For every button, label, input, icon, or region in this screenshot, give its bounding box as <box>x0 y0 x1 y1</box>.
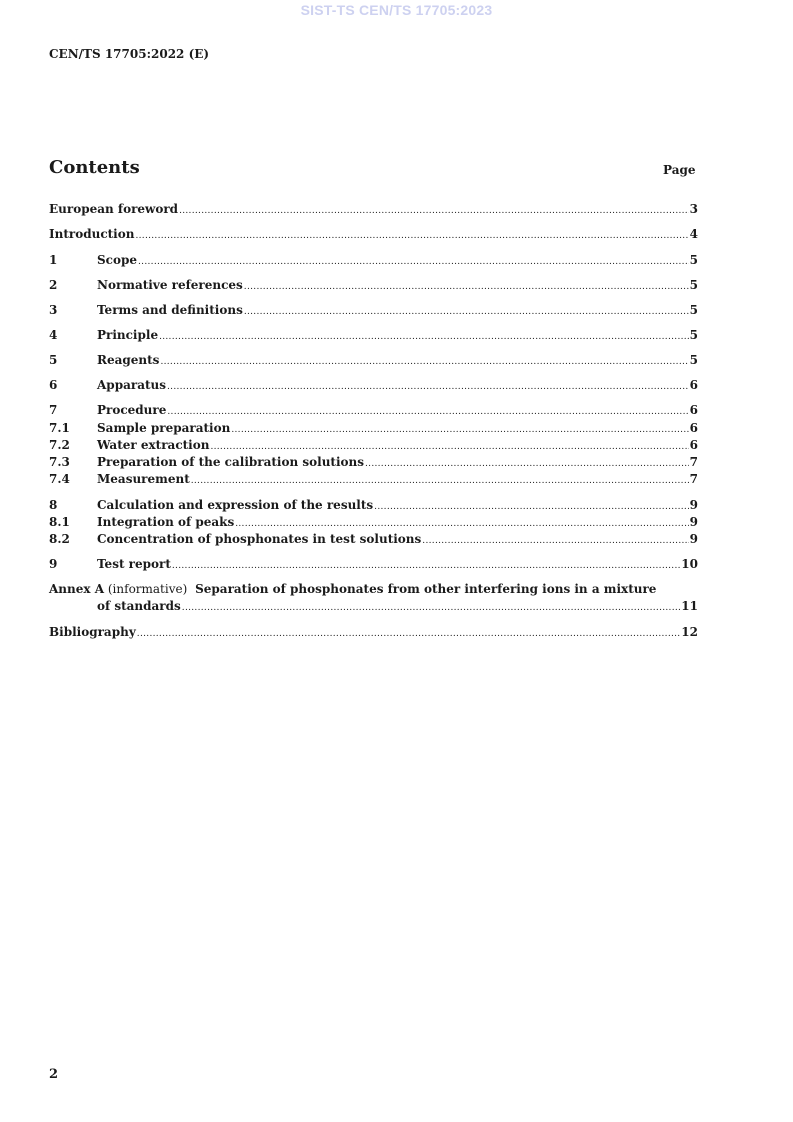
toc-entry-title: Procedure <box>97 403 167 417</box>
toc-entry-page: 7 <box>689 455 698 469</box>
toc-entry-bibliography[interactable] <box>49 624 698 641</box>
toc-leader-dots <box>191 473 689 490</box>
toc-entry-page: 5 <box>689 303 698 317</box>
toc-entry-european-foreword[interactable] <box>49 201 698 218</box>
toc-entry-number: 7.4 <box>49 472 70 486</box>
toc-entry-page: 6 <box>689 378 698 392</box>
toc-entry-sample-preparation[interactable] <box>49 420 698 437</box>
toc-entry-page: 5 <box>689 253 698 267</box>
toc-entry-page: 5 <box>689 353 698 367</box>
toc-entry-number: 6 <box>49 378 58 392</box>
toc-entry-number: 8.1 <box>49 515 70 529</box>
toc-entry-number: 7.3 <box>49 455 70 469</box>
toc-entry-number: 7.2 <box>49 438 70 452</box>
toc-entry-title: Reagents <box>97 353 160 367</box>
toc-entry-number: 9 <box>49 557 58 571</box>
toc-entry-page: 9 <box>689 498 698 512</box>
toc-entry-apparatus[interactable] <box>49 377 698 394</box>
toc-entry-principle[interactable] <box>49 327 698 344</box>
toc-entry-terms-and-definitions[interactable] <box>49 302 698 319</box>
toc-entry-title: Apparatus <box>97 378 166 392</box>
watermark: SIST-TS CEN/TS 17705:2023 <box>300 2 493 18</box>
toc-entry-reagents[interactable] <box>49 352 698 369</box>
toc-entry-page: 3 <box>689 202 698 216</box>
toc-leader-dots <box>160 354 688 371</box>
toc-leader-dots <box>244 279 689 296</box>
toc-leader-dots <box>135 228 688 245</box>
toc-leader-dots <box>137 626 681 643</box>
toc-entry-normative-references[interactable] <box>49 277 698 294</box>
toc-leader-dots <box>167 404 688 421</box>
toc-entry-integration-of-peaks[interactable] <box>49 514 698 531</box>
toc-leader-dots <box>138 254 689 271</box>
toc-entry-title: Introduction <box>49 227 135 241</box>
annex-type: (informative) <box>107 582 188 596</box>
toc-entry-title: Normative references <box>97 278 243 292</box>
toc-entry-title: Preparation of the calibration solutions <box>97 455 364 469</box>
toc-entry-annex-a-continued[interactable] <box>49 598 698 615</box>
toc-entry-calculation-results[interactable] <box>49 497 698 514</box>
footer-page-number: 2 <box>49 1067 59 1082</box>
toc-leader-dots <box>179 203 689 220</box>
annex-title-continued: of standards <box>97 599 181 613</box>
toc-entry-page: 6 <box>689 403 698 417</box>
toc-entry-page: 4 <box>689 227 698 241</box>
toc-leader-dots <box>182 600 681 617</box>
toc-entry-test-report[interactable] <box>49 556 698 573</box>
toc-entry-title: Sample preparation <box>97 421 231 435</box>
toc-entry-page: 5 <box>689 328 698 342</box>
toc-entry-page: 6 <box>689 421 698 435</box>
toc-entry-number: 3 <box>49 303 58 317</box>
toc-entry-title: Principle <box>97 328 159 342</box>
toc-entry-number: 7 <box>49 403 58 417</box>
toc-entry-number: 7.1 <box>49 421 70 435</box>
toc-entry-title: Measurement <box>97 472 190 486</box>
toc-entry-number: 8.2 <box>49 532 70 546</box>
toc-entry-number: 4 <box>49 328 58 342</box>
toc-entry-title: Calculation and expression of the results <box>97 498 374 512</box>
toc-entry-annex-a[interactable] <box>49 581 698 598</box>
toc-entry-introduction[interactable] <box>49 226 698 243</box>
toc-entry-title: Terms and definitions <box>97 303 243 317</box>
toc-entry-page: 7 <box>689 472 698 486</box>
toc-entry-page: 9 <box>689 515 698 529</box>
toc-entry-page: 12 <box>681 625 698 639</box>
toc-leader-dots <box>244 304 689 321</box>
toc-leader-dots <box>422 533 688 550</box>
toc-entry-title: Bibliography <box>49 625 136 639</box>
toc-entry-procedure[interactable] <box>49 402 698 419</box>
toc-entry-page: 6 <box>689 438 698 452</box>
toc-entry-title: Concentration of phosphonates in test solutions <box>97 532 422 546</box>
document-id: CEN/TS 17705:2022 (E) <box>49 47 210 61</box>
toc-entry-calibration-solutions[interactable] <box>49 454 698 471</box>
toc-entry-number: 5 <box>49 353 58 367</box>
toc-entry-scope[interactable] <box>49 252 698 269</box>
annex-label: Annex A <box>49 582 105 596</box>
toc-entry-number: 8 <box>49 498 58 512</box>
toc-entry-water-extraction[interactable] <box>49 437 698 454</box>
toc-leader-dots <box>159 329 689 346</box>
toc-entry-title: Integration of peaks <box>97 515 235 529</box>
toc-entry-title: European foreword <box>49 202 179 216</box>
toc-entry-title: Test report <box>97 557 171 571</box>
toc-entry-number: 1 <box>49 253 58 267</box>
toc-entry-concentration-phosphonates[interactable] <box>49 531 698 548</box>
toc-entry-number: 2 <box>49 278 58 292</box>
contents-heading: Contents <box>49 157 140 178</box>
toc-leader-dots <box>167 379 689 396</box>
toc-entry-page: 11 <box>681 599 698 613</box>
toc-entry-page: 10 <box>681 557 698 571</box>
toc-entry-page: 9 <box>689 532 698 546</box>
toc-entry-title: Water extraction <box>97 438 210 452</box>
page-column-label: Page <box>663 163 696 177</box>
toc-entry-measurement[interactable] <box>49 471 698 488</box>
toc-entry-page: 5 <box>689 278 698 292</box>
toc-leader-dots <box>172 558 680 575</box>
toc-entry-title: Scope <box>97 253 138 267</box>
annex-title: Separation of phosphonates from other interfering ions in a mixture <box>195 582 657 596</box>
